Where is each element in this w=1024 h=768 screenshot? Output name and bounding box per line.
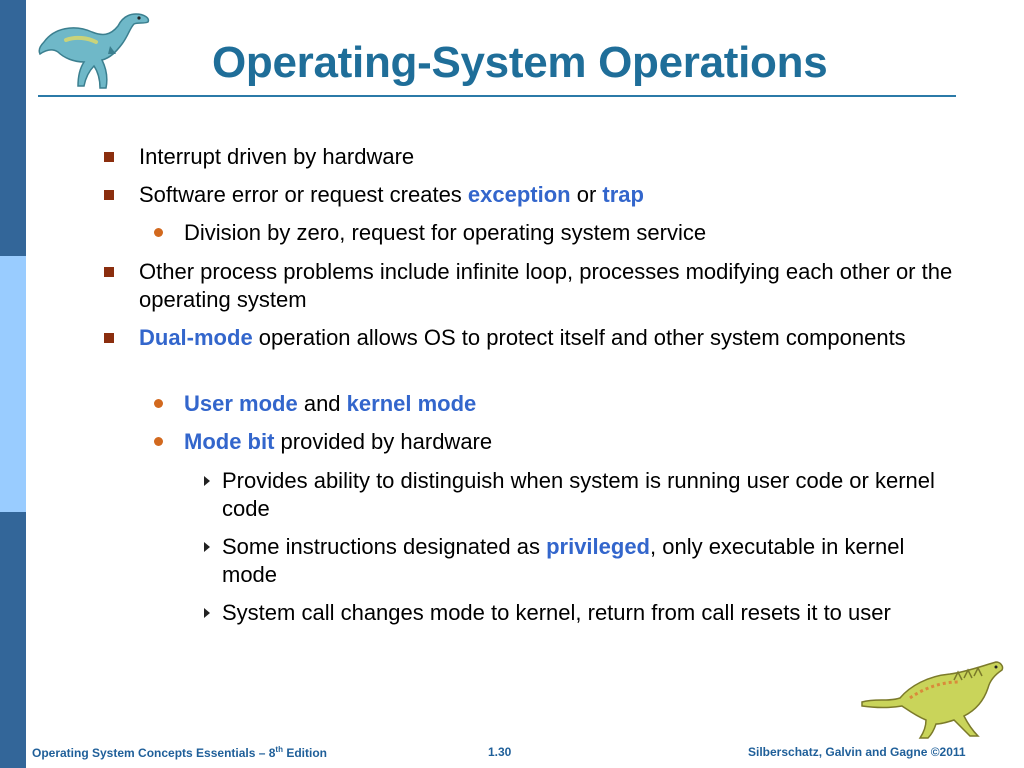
bullet-text: and (297, 391, 347, 416)
bullet-text: Some instructions designated as (222, 534, 547, 559)
arrow-bullet-icon (204, 608, 210, 618)
footer-page-number: 1.30 (488, 745, 512, 759)
bullet-text: Division by zero, request for operating system service (184, 220, 707, 245)
title-underline (38, 95, 956, 97)
bullet-process-problems (139, 258, 959, 314)
footer-authors: Silberschatz, Galvin and Gagne ©2011 (748, 745, 966, 759)
sidebar-stripe (0, 0, 26, 768)
subsubbullet-distinguish (222, 467, 962, 523)
bullet-text: Provides ability to distinguish when system is running user code or kernel code (222, 468, 935, 521)
term-exception: exception (467, 182, 571, 207)
slide-title: Operating-System Operations (212, 38, 828, 87)
dinosaur-top-icon (36, 6, 156, 98)
bullet-text: Software error or request creates (139, 182, 468, 207)
square-bullet-icon (104, 152, 114, 162)
term-dual-mode: Dual-mode (139, 325, 253, 350)
sidebar-segment-top (0, 0, 26, 256)
footer-book-title: Operating System Concepts Essentials – 8th Edition (32, 745, 327, 760)
round-bullet-icon (154, 399, 163, 408)
subsubbullet-system-call (222, 599, 962, 627)
subsubbullet-privileged (222, 533, 962, 589)
bullet-text: Interrupt driven by hardware (139, 144, 415, 169)
term-trap: trap (602, 182, 644, 207)
sidebar-segment-bottom (0, 512, 26, 768)
bullet-text: , only executable in kernel mode (222, 534, 905, 587)
bullet-text: Other process problems include infinite loop, processes modifying each other or the operating system (139, 259, 953, 312)
sidebar-segment-middle (0, 256, 26, 512)
bullet-text: or (570, 182, 603, 207)
round-bullet-icon (154, 228, 163, 237)
square-bullet-icon (104, 333, 114, 343)
term-privileged: privileged (546, 534, 650, 559)
arrow-bullet-icon (204, 476, 210, 486)
round-bullet-icon (154, 437, 163, 446)
subbullet-mode-bit (184, 428, 492, 456)
bullet-text: provided by hardware (274, 429, 493, 454)
bullet-interrupt (139, 143, 414, 171)
bullet-text: operation allows OS to protect itself and other system components (252, 325, 906, 350)
arrow-bullet-icon (204, 542, 210, 552)
bullet-software-error (139, 181, 644, 209)
term-user-mode: User mode (184, 391, 298, 416)
bullet-text: System call changes mode to kernel, return from call resets it to user (222, 600, 891, 625)
subbullet-division (184, 219, 706, 247)
dinosaur-bottom-icon (858, 658, 1008, 740)
bullet-dual-mode (139, 324, 929, 352)
subbullet-modes (184, 390, 476, 418)
square-bullet-icon (104, 190, 114, 200)
term-mode-bit: Mode bit (184, 429, 275, 454)
square-bullet-icon (104, 267, 114, 277)
term-kernel-mode: kernel mode (346, 391, 477, 416)
